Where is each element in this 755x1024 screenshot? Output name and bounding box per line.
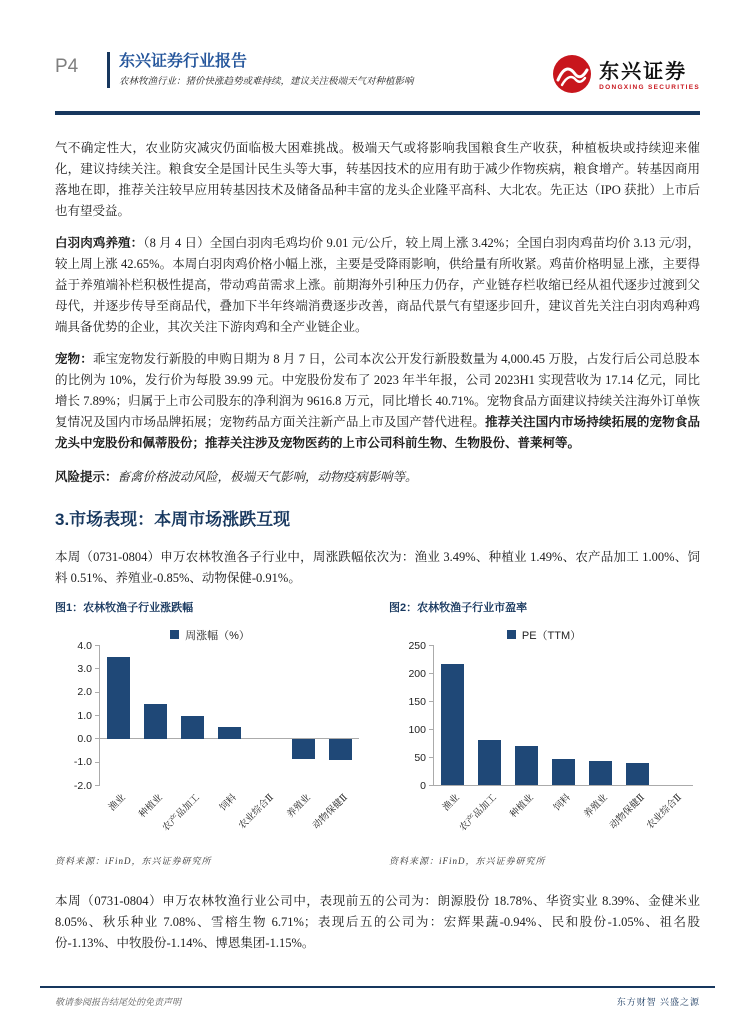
figure-2-category-axis [433,786,693,840]
paragraph-broiler-label: 白羽肉鸡养殖： [55,235,144,250]
y-axis-tick-label: 2.0 [77,686,92,699]
paragraph-planting [55,138,700,222]
y-axis-tick-label: 1.0 [77,709,92,722]
paragraph-subsector-text: 本周（0731-0804）申万农林牧渔各子行业中，周涨跌幅依次为：渔业 3.49%、种植业 1.49%、农产品加工 1.00%、饲料 0.51%、养殖业-0.85%、动物保健-0.91%。 [55,549,700,585]
category-label-养殖业: 养殖业 [582,792,611,820]
dongxing-logo [552,54,700,99]
risk-label: 风险提示： [55,469,118,484]
bar-饲料 [218,727,241,739]
y-axis-tick-label: 200 [408,667,426,680]
category-label-饲料: 饲料 [552,792,573,813]
y-axis-tick-label: 3.0 [77,662,92,675]
figure-1-source: 资料来源：iFinD，东兴证券研究所 [55,855,212,866]
figure-2-source: 资料来源：iFinD，东兴证券研究所 [389,855,546,866]
report-type-title: 东兴证券行业报告 [119,53,248,70]
bar-农产品加工 [181,716,204,739]
legend-swatch-icon [507,630,516,639]
category-label-农业综合Ⅱ: 农业综合Ⅱ [645,792,685,831]
logo-name-en: DONGXING SECURITIES [599,83,700,91]
bar-动物保健Ⅱ [329,739,352,760]
y-axis-tick-label: 150 [408,695,426,708]
figure-1-category-axis [99,786,359,840]
category-label-农产品加工: 农产品加工 [161,792,202,833]
y-axis-tick-label: 100 [408,723,426,736]
logo-name-cn: 东兴证券 [599,60,688,83]
y-axis-tick-mark [95,668,100,669]
bar-渔业 [107,657,130,738]
page-footer [55,995,700,1008]
y-axis-tick-label: 4.0 [77,639,92,652]
category-label-饲料: 饲料 [218,792,239,813]
paragraph-broiler-text: （8 月 4 日）全国白羽肉毛鸡均价 9.01 元/公斤，较上周上涨 3.42%；全国白羽肉鸡苗均价 3.13 元/羽，较上周上涨 42.65%。本周白羽肉鸡价格小幅上涨，主要是受降雨影响，供给量有所收紧。鸡苗价格明显上涨，主要得益于养殖端补栏积极性提高，带动鸡苗需求上涨。前期海外引种压力仍存，产业链存栏收缩已经从祖代逐步过渡到父母代，并逐步传导至商品代，叠加下半年终端消费逐步改善，商品代景气有望逐步回升，建议首先关注白羽肉鸡种鸡端具备优势的企业，其次关注下游肉鸡和全产业链企业。 [55,235,700,334]
figure-1-chart [55,624,365,840]
y-axis-tick-mark [95,645,100,646]
figure-1-plot-area [73,639,359,792]
category-label-种植业: 种植业 [137,792,165,820]
page-number: P4 [55,56,79,77]
y-axis-tick-mark [429,729,434,730]
paragraph-pet-recommend: 推荐关注国内市场持续拓展的宠物食品龙头中宠股份和佩蒂股份；推荐关注涉及宠物医药的上市公司科前生物、生物股份、普莱柯等。 [55,414,700,450]
risk-text: 畜禽价格波动风险，极端天气影响，动物疫病影响等。 [117,469,418,484]
y-axis-tick-label: -2.0 [73,779,92,792]
figures-row [55,601,700,867]
header-divider [55,111,700,115]
y-axis-tick-mark [429,645,434,646]
category-label-种植业: 种植业 [508,792,536,820]
figure-1 [55,601,365,867]
dongxing-logo-icon [552,54,592,99]
bar-动物保健Ⅱ [626,763,649,785]
figure-2 [389,601,699,867]
footer-slogan: 东方财智 兴盛之源 [616,997,700,1007]
figure-2-plot-area [408,639,693,792]
figure-1-legend-label: 周涨幅（%） [185,629,250,642]
y-axis-tick-label: 0.0 [77,732,92,745]
paragraph-pet [55,349,700,454]
logo-text-block [599,62,700,92]
y-axis-tick-label: 0 [420,779,426,792]
bar-种植业 [515,746,538,785]
paragraph-pet-text: 乖宝宠物发行新股的申购日期为 8 月 7 日，公司本次公开发行新股数量为 4,000.45 万股，占发行后公司总股本的比例为 10%，发行价为每股 39.99 元。中宠股份发布了 2023 年半年报，公司 2023H1 实现营收为 17.14 亿元，同比增长 7.89%；归属于上市公司股东的净利润为 9616.8 万元，同比增长 40.71%。宠物食品方面建议持续关注海外订单恢复情况及国内市场品牌拓展；宠物药品方面关注新产品上市及国产替代进程。 [55,351,700,429]
category-label-养殖业: 养殖业 [285,792,314,820]
header-title-group [55,52,414,88]
figure-2-chart [389,624,699,840]
paragraph-subsector-performance [55,547,700,589]
paragraph-pet-label: 宠物： [55,351,93,366]
bar-种植业 [144,704,167,739]
paragraph-planting-text: 气不确定性大，农业防灾减灾仍面临极大困难挑战。极端天气或将影响我国粮食生产收获，种植板块或持续迎来催化，建议持续关注。粮食安全是国计民生头等大事，转基因技术的应用有助于减少作物疾病，粮食增产。转基因商用落地在即，推荐关注较早应用转基因技术及储备品种丰富的龙头企业隆平高科、大北农。先正达（IPO 获批）上市后也有望受益。 [55,140,700,218]
footer-disclaimer: 敬请参阅报告结尾处的免责声明 [55,997,182,1007]
figure-2-legend [389,624,699,646]
y-axis-tick-mark [95,692,100,693]
section-title-market: 3.市场表现：本周市场涨跌互现 [55,509,291,529]
report-subtitle: 农林牧渔行业：猪价快涨趋势或难持续，建议关注极端天气对种植影响 [119,77,414,87]
bar-养殖业 [292,739,315,759]
bar-农产品加工 [478,740,501,785]
y-axis-tick-mark [429,673,434,674]
legend-swatch-icon [170,630,179,639]
category-label-农产品加工: 农产品加工 [457,792,499,833]
category-label-渔业: 渔业 [440,792,462,813]
category-label-动物保健Ⅱ: 动物保健Ⅱ [608,792,648,831]
y-axis-tick-label: 50 [414,751,426,764]
risk-note [55,467,700,488]
page-header [55,52,700,100]
header-title-block [107,52,414,88]
paragraph-top-bottom-text: 本周（0731-0804）申万农林牧渔行业公司中，表现前五的公司为：朗源股份 18.78%、华资实业 8.39%、金健米业 8.05%、秋乐种业 7.08%、雪榕生物 6.71%；表现后五的公司为：宏辉果蔬-0.94%、民和股份-1.05%、祖名股份-1.13%、中牧股份-1.14%、博恩集团-1.15%。 [55,893,700,950]
y-axis-tick-mark [429,701,434,702]
figure-1-legend [55,624,365,646]
bar-饲料 [552,759,575,786]
figure-2-legend-label: PE（TTM） [521,629,582,642]
y-axis-tick-mark [95,715,100,716]
category-label-渔业: 渔业 [106,792,128,813]
paragraph-broiler [55,233,700,338]
footer-divider [40,986,715,989]
bar-渔业 [441,664,464,786]
category-label-农业综合Ⅱ: 农业综合Ⅱ [237,792,277,831]
paragraph-top-bottom-stocks [55,891,700,954]
y-axis-tick-label: -1.0 [73,756,92,769]
y-axis-tick-label: 250 [408,639,426,652]
category-label-动物保健Ⅱ: 动物保健Ⅱ [311,792,351,831]
figure-2-title: 图2：农林牧渔子行业市盈率 [389,601,528,614]
bar-养殖业 [589,761,612,786]
figure-1-title: 图1：农林牧渔子行业涨跌幅 [55,601,194,614]
y-axis-tick-mark [429,757,434,758]
y-axis-tick-mark [95,762,100,763]
